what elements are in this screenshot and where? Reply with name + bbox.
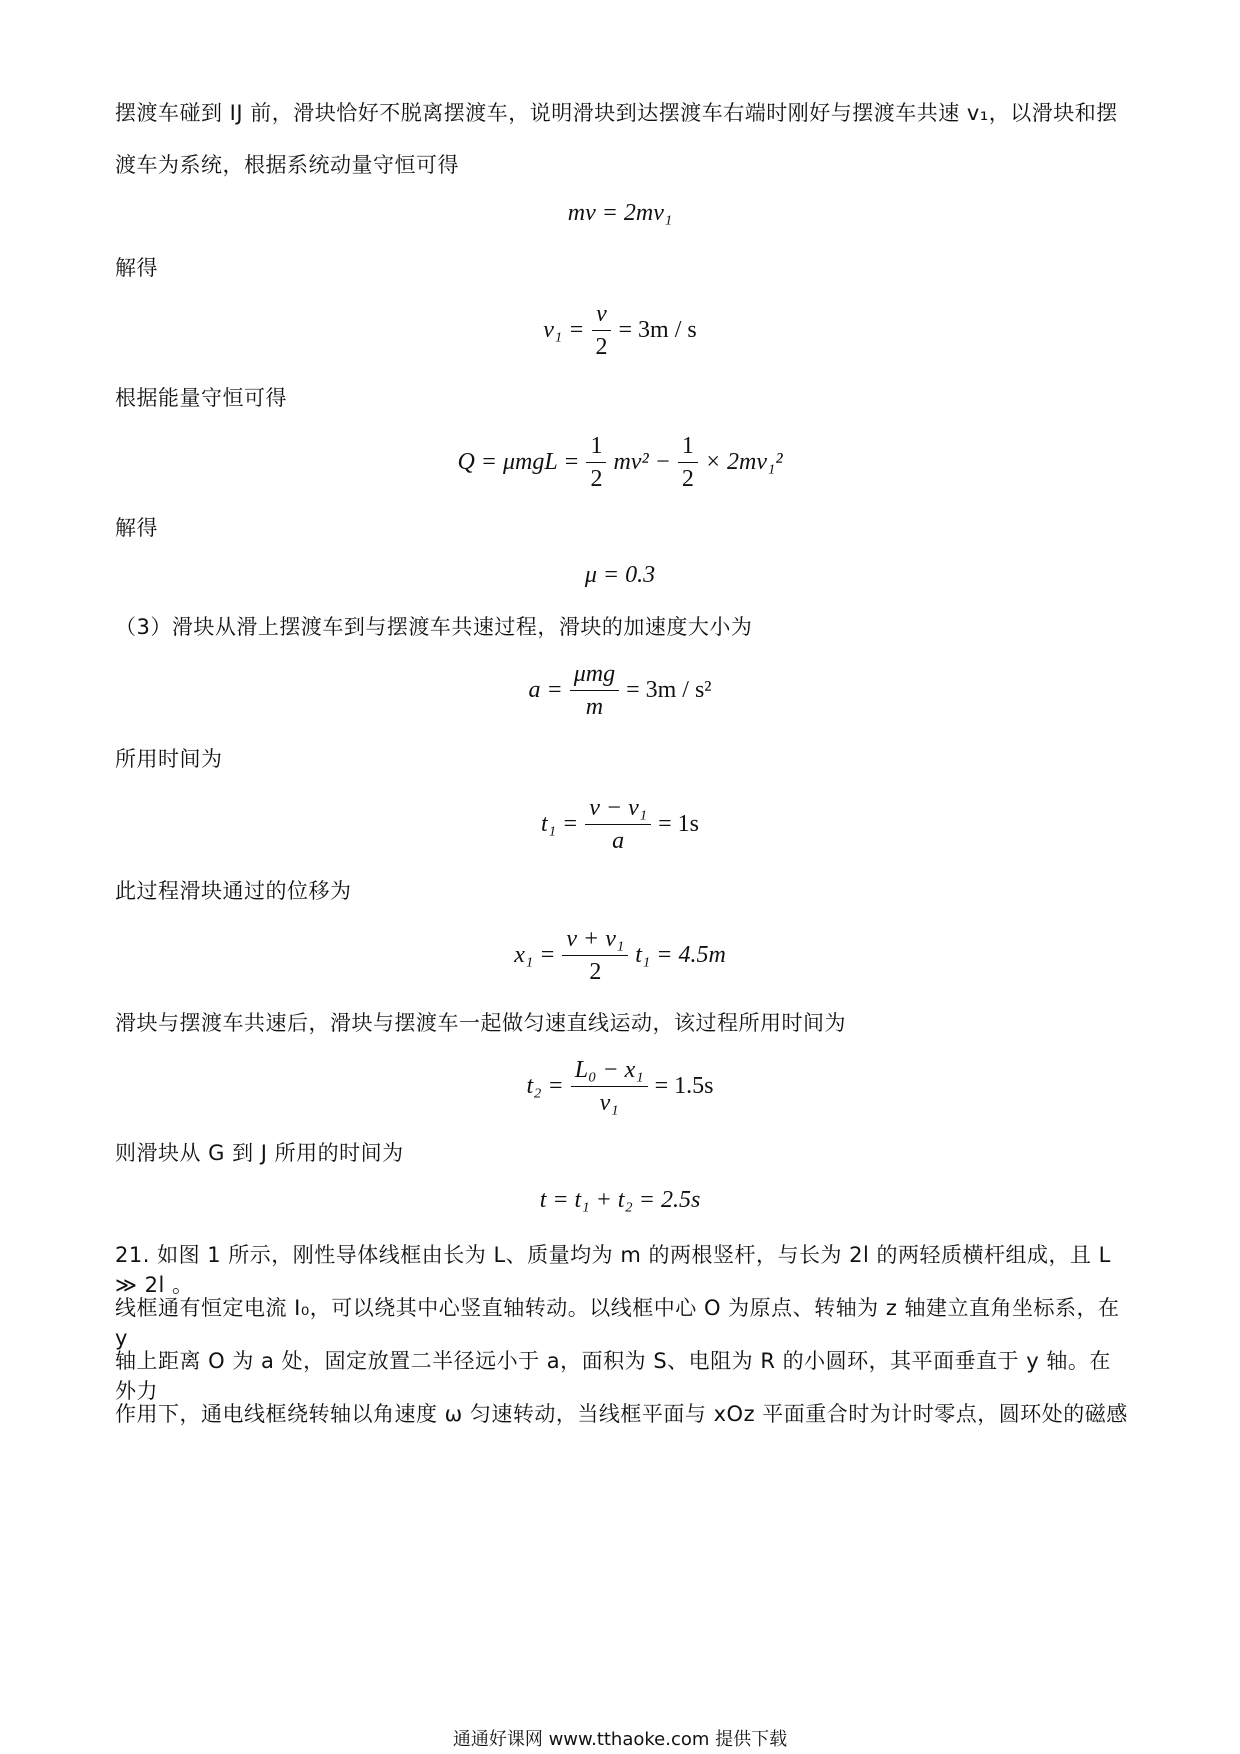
fraction [586, 432, 606, 493]
denominator: m [585, 694, 604, 720]
question-21-line: 作用下，通电线框绕转轴以角速度 ω 匀速转动，当线框平面与 xOz 平面重合时为计时零点，圆环处的磁感 [115, 1402, 1128, 1426]
paragraph: 所用时间为 [115, 747, 223, 771]
fraction [678, 432, 698, 493]
equation-lhs: Q = μmgL = [457, 449, 580, 475]
paragraph: 解得 [115, 256, 158, 280]
paragraph: 根据能量守恒可得 [115, 386, 287, 410]
equation-text: t = t₁ + t₂ = 2.5s [539, 1187, 701, 1213]
equation-v1 [0, 300, 1240, 361]
denominator: 2 [595, 334, 608, 360]
denominator: 2 [589, 959, 602, 985]
numerator: μmg [570, 660, 619, 691]
question-21-line: 21. 如图 1 所示，刚性导体线框由长为 L、质量均为 m 的两根竖杆，与长为 2l 的两轻质横杆组成，且 L ≫ 2l 。 [115, 1243, 1111, 1297]
paragraph: 则滑块从 G 到 J 所用的时间为 [115, 1141, 404, 1165]
paragraph: （3）滑块从滑上摆渡车到与摆渡车共速过程，滑块的加速度大小为 [115, 615, 753, 639]
equation-mid: mv² − [613, 449, 671, 475]
equation-total-time [0, 1187, 1240, 1214]
numerator: v + v₁ [562, 925, 628, 956]
equation-lhs: a = [528, 677, 563, 703]
equation-rhs: × 2mv₁² [704, 449, 783, 475]
equation-lhs: t₁ = [541, 811, 579, 837]
equation-energy [0, 432, 1240, 493]
fraction [591, 300, 611, 361]
equation-momentum [0, 200, 1240, 227]
fraction [585, 794, 651, 855]
denominator: a [612, 828, 625, 854]
paragraph: 解得 [115, 516, 158, 540]
fraction [562, 925, 628, 986]
question-21-line: 轴上距离 O 为 a 处，固定放置二半径远小于 a，面积为 S、电阻为 R 的小圆环，其平面垂直于 y 轴。在外力 [115, 1349, 1111, 1403]
equation-rhs: = 3m / s [618, 317, 697, 343]
equation-lhs: x₁ = [514, 942, 556, 968]
fraction [571, 1056, 648, 1117]
equation-rhs: t₁ = 4.5m [635, 942, 726, 968]
equation-mu [0, 562, 1240, 589]
question-21-line: 线框通有恒定电流 I₀，可以绕其中心竖直轴转动。以线框中心 O 为原点、转轴为 z 轴建立直角坐标系，在 y [115, 1296, 1120, 1350]
equation-rhs: = 3m / s² [626, 677, 712, 703]
numerator: L₀ − x₁ [571, 1056, 648, 1087]
equation-t1 [0, 794, 1240, 855]
denominator: v₁ [599, 1090, 619, 1116]
numerator: 1 [678, 432, 698, 463]
page-footer: 通通好课网 www.tthaoke.com 提供下载 [452, 1729, 788, 1750]
equation-acceleration [0, 660, 1240, 721]
equation-x1 [0, 925, 1240, 986]
equation-rhs: = 1s [658, 811, 699, 837]
paragraph: 此过程滑块通过的位移为 [115, 879, 352, 903]
equation-rhs: = 1.5s [654, 1073, 714, 1099]
paragraph: 摆渡车碰到 IJ 前，滑块恰好不脱离摆渡车，说明滑块到达摆渡车右端时刚好与摆渡车共速 v₁，以滑块和摆 [115, 101, 1118, 125]
equation-t2 [0, 1056, 1240, 1117]
equation-text: μ = 0.3 [584, 562, 656, 588]
numerator: v − v₁ [585, 794, 651, 825]
fraction [570, 660, 619, 721]
numerator: v [592, 300, 611, 331]
equation-lhs: v₁ = [543, 317, 585, 343]
equation-lhs: t₂ = [526, 1073, 564, 1099]
denominator: 2 [590, 466, 603, 492]
equation-text: mv = 2mv₁ [567, 200, 673, 226]
paragraph: 滑块与摆渡车共速后，滑块与摆渡车一起做匀速直线运动，该过程所用时间为 [115, 1011, 846, 1035]
paragraph: 渡车为系统，根据系统动量守恒可得 [115, 153, 459, 177]
numerator: 1 [586, 432, 606, 463]
denominator: 2 [681, 466, 694, 492]
